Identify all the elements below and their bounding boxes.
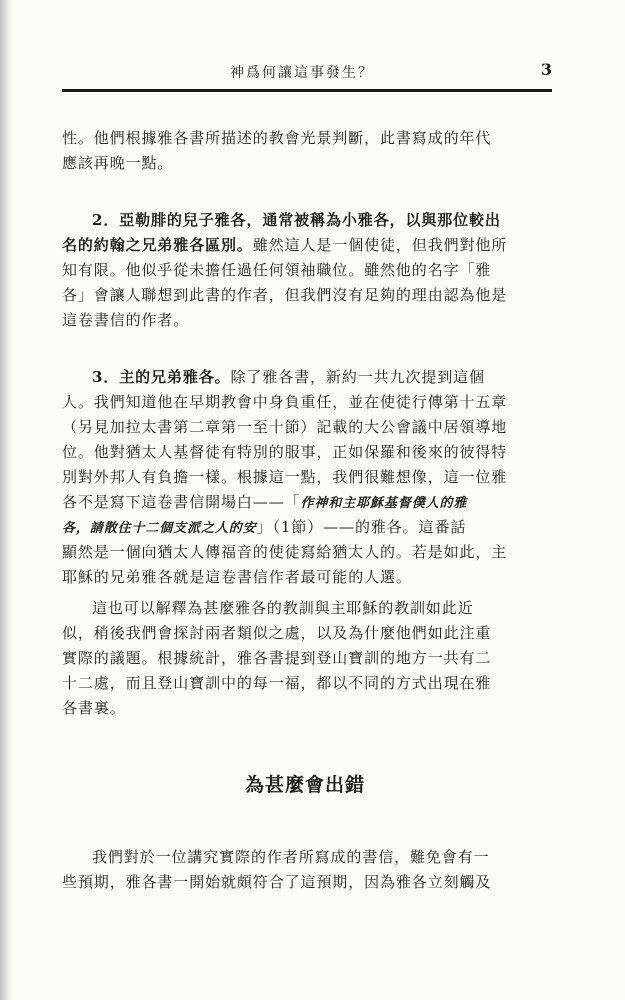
text-line: 我們對於一位講究實際的作者所寫成的書信，難免會有一 (92, 848, 490, 866)
body-run: 雖然這人是一個使徒，但我們對他所 (252, 236, 508, 254)
text-line: 各書裏。 (62, 699, 126, 717)
header-rule (62, 89, 552, 92)
paragraph-3 (62, 365, 548, 590)
running-header (62, 58, 552, 88)
bold-heading-text: 名的約翰之兄弟雅各區別。 (62, 236, 253, 254)
text-line (62, 208, 548, 233)
text-line: 這卷書信的作者。 (62, 311, 190, 329)
body-run: 」（1節）——的雅各。這番話 (256, 518, 467, 536)
section-heading: 為甚麼會出錯 (244, 774, 365, 796)
body-text (62, 126, 548, 895)
scripture-quote: 作神和主耶穌基督僕人的雅 (300, 496, 468, 511)
text-line: 顯然是一個向猶太人傳福音的使徒寫給猶太人的。若是如此，主 (62, 543, 508, 561)
text-line: 人。我們知道他在早期教會中身負重任，並在使徒行傳第十五章 (62, 393, 508, 411)
text-line: 這也可以解釋為甚麼雅各的教訓與主耶穌的教訓如此近 (92, 599, 474, 617)
body-run: 各不是寫下這卷書信開場白——「 (62, 493, 301, 511)
text-line (62, 365, 548, 390)
paragraph-5 (62, 845, 548, 895)
page-number: 3 (540, 60, 552, 79)
page-binding-shadow (0, 0, 14, 1000)
text-line: 耶穌的兄弟雅各就是這卷書信作者最可能的人選。 (62, 568, 412, 586)
running-title: 神爲何讓這事發生？ (230, 65, 374, 81)
text-line: 位。他對猶太人基督徒有特別的服事，正如保羅和後來的彼得特 (62, 443, 508, 461)
paragraph-1 (62, 126, 548, 176)
text-line: 知有限。他似乎從未擔任過任何領袖職位。雖然他的名字「雅 (62, 261, 492, 279)
body-run: 除了雅各書，新約一共九次提到這個 (230, 368, 485, 386)
text-line: 些預期，雅各書一開始就頗符合了這預期，因為雅各立刻觸及 (62, 873, 492, 891)
text-line (62, 515, 548, 540)
text-line: 別對外邦人有負擔一樣。根據這一點，我們很難想像，這一位雅 (62, 468, 508, 486)
paragraph-4 (62, 596, 548, 721)
bold-heading-text: 3．主的兄弟雅各。 (92, 368, 231, 386)
text-line (62, 233, 548, 258)
text-line: 各」會讓人聯想到此書的作者，但我們沒有足夠的理由認為他是 (62, 286, 508, 304)
text-line: 性。他們根據雅各書所描述的教會光景判斷，此書寫成的年代 (62, 129, 492, 147)
scripture-quote: 各，請散住十二個支派之人的安 (62, 521, 257, 536)
text-line: （另見加拉太書第二章第一至十節）記載的大公會議中居領導地 (62, 418, 508, 436)
text-line: 似，稍後我們會探討兩者類似之處，以及為什麼他們如此注重 (62, 624, 492, 642)
text-line (62, 490, 548, 515)
text-line: 應該再晚一點。 (62, 154, 174, 172)
bold-heading-text: 2．亞勒腓的兒子雅各，通常被稱為小雅各，以與那位較出 (92, 211, 501, 229)
text-line: 十二處，而且登山寶訓中的每一福，都以不同的方式出現在雅 (62, 674, 492, 692)
text-line: 實際的議題。根據統計，雅各書提到登山寶訓的地方一共有二 (62, 649, 492, 667)
paragraph-2 (62, 208, 548, 333)
